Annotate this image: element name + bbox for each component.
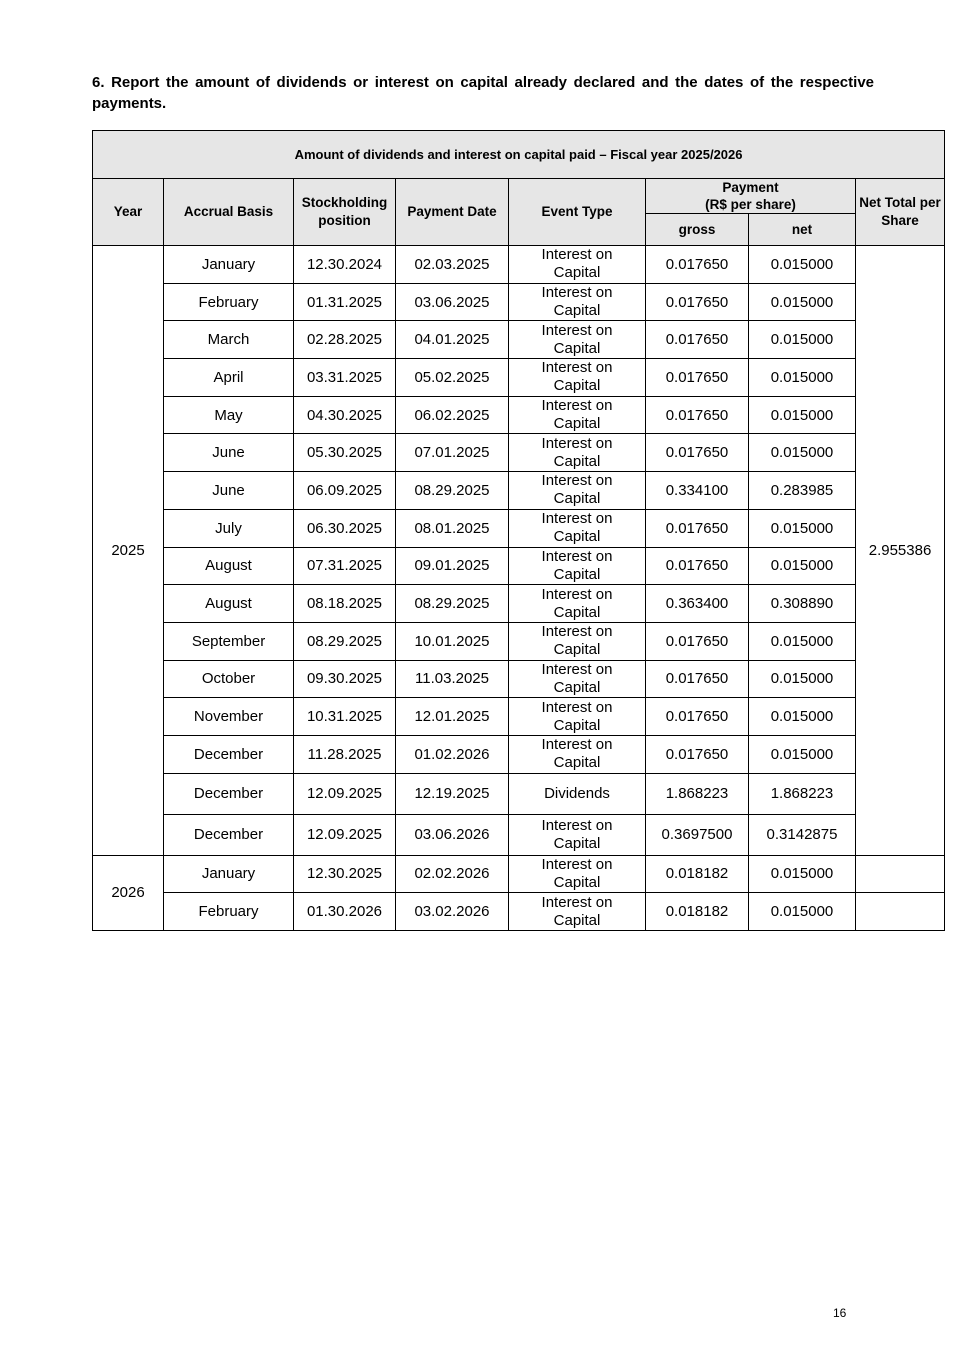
accrual-basis-cell: June: [164, 472, 294, 510]
net-cell: 0.283985: [749, 472, 856, 510]
payment-date-cell: 03.06.2026: [396, 814, 509, 855]
accrual-basis-cell: February: [164, 283, 294, 321]
stockholding-position-cell: 07.31.2025: [294, 547, 396, 585]
stockholding-position-cell: 01.30.2026: [294, 893, 396, 931]
payment-date-cell: 07.01.2025: [396, 434, 509, 472]
accrual-basis-cell: August: [164, 585, 294, 623]
event-type-cell: Interest on Capital: [509, 622, 646, 660]
stockholding-position-cell: 04.30.2025: [294, 396, 396, 434]
header-accrual-basis: Accrual Basis: [164, 179, 294, 246]
stockholding-position-cell: 11.28.2025: [294, 735, 396, 773]
net-cell: 0.015000: [749, 660, 856, 698]
net-cell: 0.015000: [749, 434, 856, 472]
event-type-cell: Interest on Capital: [509, 698, 646, 736]
gross-cell: 0.3697500: [646, 814, 749, 855]
table-row: [93, 660, 945, 698]
payment-date-cell: 03.02.2026: [396, 893, 509, 931]
net-cell: 0.015000: [749, 396, 856, 434]
table-body: [93, 246, 945, 931]
accrual-basis-cell: March: [164, 321, 294, 359]
event-type-cell: Interest on Capital: [509, 434, 646, 472]
accrual-basis-cell: June: [164, 434, 294, 472]
payment-date-cell: 06.02.2025: [396, 396, 509, 434]
stockholding-position-cell: 03.31.2025: [294, 359, 396, 397]
net-cell: 0.015000: [749, 283, 856, 321]
accrual-basis-cell: December: [164, 773, 294, 814]
payment-date-cell: 08.01.2025: [396, 509, 509, 547]
gross-cell: 0.018182: [646, 893, 749, 931]
table-row: [93, 547, 945, 585]
net-cell: 0.015000: [749, 893, 856, 931]
net-cell: 0.015000: [749, 855, 856, 893]
event-type-cell: Interest on Capital: [509, 893, 646, 931]
header-year: Year: [93, 179, 164, 246]
stockholding-position-cell: 12.09.2025: [294, 773, 396, 814]
table-row: [93, 773, 945, 814]
header-payment-line1: Payment: [722, 180, 779, 195]
gross-cell: 0.017650: [646, 547, 749, 585]
accrual-basis-cell: February: [164, 893, 294, 931]
event-type-cell: Interest on Capital: [509, 472, 646, 510]
gross-cell: 0.017650: [646, 660, 749, 698]
table-row: [93, 855, 945, 893]
accrual-basis-cell: September: [164, 622, 294, 660]
payment-date-cell: 12.01.2025: [396, 698, 509, 736]
table-row: [93, 246, 945, 284]
accrual-basis-cell: December: [164, 735, 294, 773]
gross-cell: 0.017650: [646, 434, 749, 472]
gross-cell: 0.017650: [646, 622, 749, 660]
table-row: [93, 698, 945, 736]
gross-cell: 0.017650: [646, 321, 749, 359]
net-cell: 0.308890: [749, 585, 856, 623]
payment-date-cell: 03.06.2025: [396, 283, 509, 321]
page-number: 16: [833, 1306, 847, 1320]
table-row: [93, 735, 945, 773]
header-net-total: Net Total per Share: [856, 179, 945, 246]
accrual-basis-cell: April: [164, 359, 294, 397]
event-type-cell: Dividends: [509, 773, 646, 814]
header-stockholding-position: Stockholding position: [294, 179, 396, 246]
stockholding-position-cell: 12.30.2025: [294, 855, 396, 893]
accrual-basis-cell: November: [164, 698, 294, 736]
stockholding-position-cell: 05.30.2025: [294, 434, 396, 472]
header-event-type: Event Type: [509, 179, 646, 246]
event-type-cell: Interest on Capital: [509, 735, 646, 773]
payment-date-cell: 02.02.2026: [396, 855, 509, 893]
event-type-cell: Interest on Capital: [509, 359, 646, 397]
header-net: net: [749, 214, 856, 246]
event-type-cell: Interest on Capital: [509, 660, 646, 698]
section-heading: 6. Report the amount of dividends or interest on capital already declared and the dates of the respective payments.: [92, 74, 874, 112]
table-row: [93, 585, 945, 623]
event-type-cell: Interest on Capital: [509, 509, 646, 547]
event-type-cell: Interest on Capital: [509, 321, 646, 359]
stockholding-position-cell: 06.30.2025: [294, 509, 396, 547]
stockholding-position-cell: 12.30.2024: [294, 246, 396, 284]
dividends-table: [92, 130, 945, 931]
gross-cell: 0.017650: [646, 509, 749, 547]
gross-cell: 0.017650: [646, 359, 749, 397]
table-row: [93, 814, 945, 855]
gross-cell: 0.017650: [646, 283, 749, 321]
net-cell: 0.015000: [749, 321, 856, 359]
stockholding-position-cell: 02.28.2025: [294, 321, 396, 359]
net-cell: 0.015000: [749, 246, 856, 284]
payment-date-cell: 01.02.2026: [396, 735, 509, 773]
net-total-cell: [856, 893, 945, 931]
year-cell: 2025: [93, 246, 164, 856]
table-row: [93, 622, 945, 660]
gross-cell: 0.017650: [646, 698, 749, 736]
payment-date-cell: 04.01.2025: [396, 321, 509, 359]
accrual-basis-cell: October: [164, 660, 294, 698]
payment-date-cell: 09.01.2025: [396, 547, 509, 585]
table-row: [93, 509, 945, 547]
payment-date-cell: 12.19.2025: [396, 773, 509, 814]
gross-cell: 0.018182: [646, 855, 749, 893]
event-type-cell: Interest on Capital: [509, 547, 646, 585]
accrual-basis-cell: August: [164, 547, 294, 585]
gross-cell: 0.334100: [646, 472, 749, 510]
stockholding-position-cell: 12.09.2025: [294, 814, 396, 855]
stockholding-position-cell: 06.09.2025: [294, 472, 396, 510]
net-cell: 1.868223: [749, 773, 856, 814]
event-type-cell: Interest on Capital: [509, 855, 646, 893]
gross-cell: 0.017650: [646, 246, 749, 284]
net-cell: 0.3142875: [749, 814, 856, 855]
accrual-basis-cell: July: [164, 509, 294, 547]
table-row: [93, 321, 945, 359]
accrual-basis-cell: January: [164, 246, 294, 284]
payment-date-cell: 10.01.2025: [396, 622, 509, 660]
stockholding-position-cell: 01.31.2025: [294, 283, 396, 321]
payment-date-cell: 02.03.2025: [396, 246, 509, 284]
event-type-cell: Interest on Capital: [509, 246, 646, 284]
header-payment-date: Payment Date: [396, 179, 509, 246]
header-payment: [646, 179, 856, 214]
net-cell: 0.015000: [749, 698, 856, 736]
net-cell: 0.015000: [749, 622, 856, 660]
event-type-cell: Interest on Capital: [509, 283, 646, 321]
stockholding-position-cell: 10.31.2025: [294, 698, 396, 736]
table-row: [93, 283, 945, 321]
payment-date-cell: 05.02.2025: [396, 359, 509, 397]
table-row: [93, 359, 945, 397]
table-row: [93, 434, 945, 472]
accrual-basis-cell: January: [164, 855, 294, 893]
accrual-basis-cell: December: [164, 814, 294, 855]
net-total-cell: [856, 855, 945, 893]
event-type-cell: Interest on Capital: [509, 396, 646, 434]
stockholding-position-cell: 08.18.2025: [294, 585, 396, 623]
year-cell: 2026: [93, 855, 164, 930]
stockholding-position-cell: 08.29.2025: [294, 622, 396, 660]
payment-date-cell: 08.29.2025: [396, 472, 509, 510]
net-total-cell: 2.955386: [856, 246, 945, 856]
payment-date-cell: 08.29.2025: [396, 585, 509, 623]
gross-cell: 0.363400: [646, 585, 749, 623]
table-row: [93, 472, 945, 510]
net-cell: 0.015000: [749, 547, 856, 585]
table-row: [93, 396, 945, 434]
accrual-basis-cell: May: [164, 396, 294, 434]
header-gross: gross: [646, 214, 749, 246]
table-row: [93, 893, 945, 931]
event-type-cell: Interest on Capital: [509, 585, 646, 623]
stockholding-position-cell: 09.30.2025: [294, 660, 396, 698]
table-caption: Amount of dividends and interest on capital paid – Fiscal year 2025/2026: [93, 131, 945, 179]
gross-cell: 0.017650: [646, 735, 749, 773]
payment-date-cell: 11.03.2025: [396, 660, 509, 698]
net-cell: 0.015000: [749, 735, 856, 773]
net-cell: 0.015000: [749, 359, 856, 397]
gross-cell: 1.868223: [646, 773, 749, 814]
header-payment-line2: (R$ per share): [705, 197, 796, 212]
gross-cell: 0.017650: [646, 396, 749, 434]
net-cell: 0.015000: [749, 509, 856, 547]
event-type-cell: Interest on Capital: [509, 814, 646, 855]
